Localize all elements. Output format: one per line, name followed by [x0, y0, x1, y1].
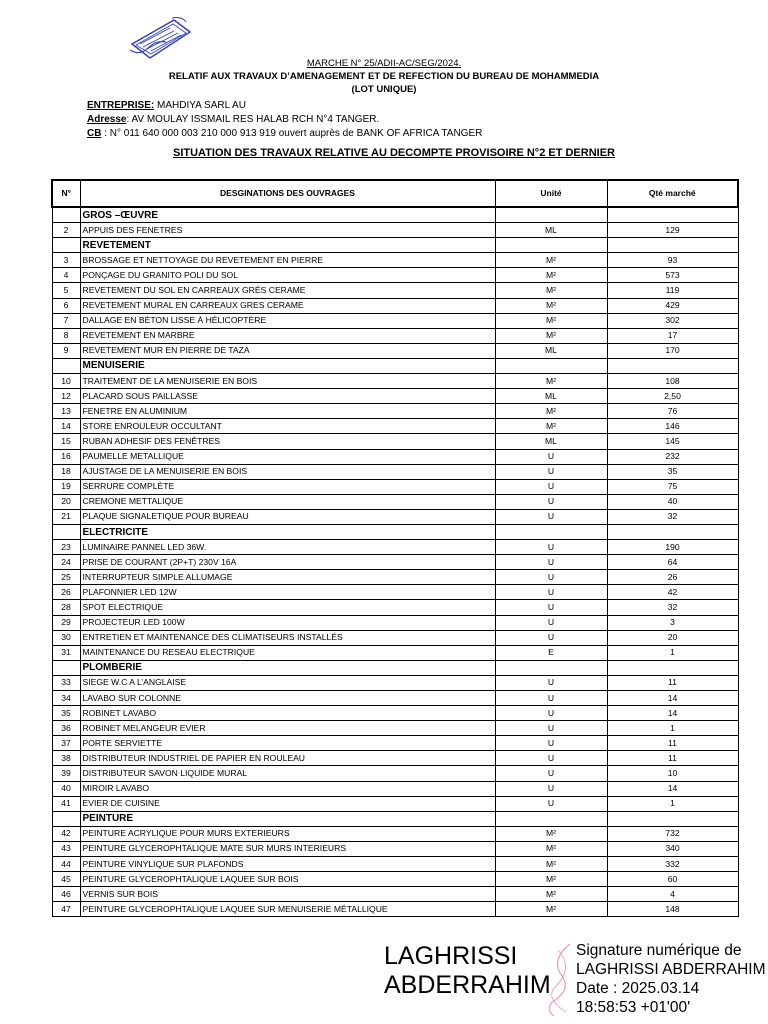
- cell-unit: M²: [495, 268, 607, 283]
- cell-number: 26: [52, 585, 80, 600]
- table-row: [52, 796, 738, 811]
- cell-unit: U: [495, 449, 607, 464]
- cell-quantity: 573: [607, 268, 738, 283]
- table-row: [52, 721, 738, 736]
- cell-designation: PONÇAGE DU GRANITO POLI DU SOL: [80, 268, 495, 283]
- cell-number: 23: [52, 540, 80, 555]
- cell-number: 29: [52, 615, 80, 630]
- cell-quantity: 11: [607, 736, 738, 751]
- table-row: [52, 902, 738, 917]
- cell-designation: SPOT ELECTRIQUE: [80, 600, 495, 615]
- table-row: [52, 434, 738, 449]
- cell-unit: U: [495, 691, 607, 706]
- cell-number: [52, 524, 80, 539]
- cell-designation: DALLAGE EN BÉTON LISSE À HÉLICOPTÈRE: [80, 313, 495, 328]
- cb-line: [87, 127, 482, 140]
- cell-designation: PLOMBERIE: [80, 660, 495, 675]
- cell-quantity: 64: [607, 555, 738, 570]
- cell-unit: U: [495, 570, 607, 585]
- cell-quantity: 40: [607, 494, 738, 509]
- section-row: [52, 660, 738, 675]
- cell-quantity: [607, 358, 738, 373]
- cell-quantity: 26: [607, 570, 738, 585]
- section-row: [52, 238, 738, 253]
- situation-title: SITUATION DES TRAVAUX RELATIVE AU DECOMPTE PROVISOIRE N°2 ET DERNIER: [173, 147, 615, 159]
- cell-unit: M²: [495, 902, 607, 917]
- table-row: [52, 570, 738, 585]
- cb-value: : N° 011 640 000 003 210 000 913 919 ouvert auprès de BANK OF AFRICA TANGER: [101, 128, 483, 139]
- table-row: [52, 600, 738, 615]
- cell-designation: STORE ENROULEUR OCCULTANT: [80, 419, 495, 434]
- cell-number: 34: [52, 691, 80, 706]
- cell-designation: ROBINET LAVABO: [80, 706, 495, 721]
- cell-unit: M²: [495, 283, 607, 298]
- cell-quantity: 4: [607, 887, 738, 902]
- table-row: [52, 404, 738, 419]
- cell-number: 40: [52, 781, 80, 796]
- table-row: [52, 268, 738, 283]
- table-row: [52, 343, 738, 358]
- table-row: [52, 298, 738, 313]
- cell-number: 25: [52, 570, 80, 585]
- cell-quantity: 232: [607, 449, 738, 464]
- table-row: [52, 751, 738, 766]
- cell-quantity: 60: [607, 872, 738, 887]
- cell-quantity: 332: [607, 857, 738, 872]
- cell-designation: PEINTURE GLYCEROPHTALIQUE LAQUEE SUR MENUISERIE MÉTALLIQUE: [80, 902, 495, 917]
- cell-designation: EVIER DE CUISINE: [80, 796, 495, 811]
- cell-quantity: 1: [607, 721, 738, 736]
- cell-unit: M²: [495, 826, 607, 841]
- cell-unit: U: [495, 796, 607, 811]
- cell-number: 30: [52, 630, 80, 645]
- cell-quantity: 20: [607, 630, 738, 645]
- cell-number: 10: [52, 374, 80, 389]
- cell-number: 15: [52, 434, 80, 449]
- cell-unit: U: [495, 721, 607, 736]
- cell-number: [52, 207, 80, 223]
- cell-number: 41: [52, 796, 80, 811]
- cell-unit: U: [495, 736, 607, 751]
- cell-number: 33: [52, 675, 80, 690]
- cell-quantity: [607, 524, 738, 539]
- cell-unit: U: [495, 615, 607, 630]
- cell-number: 18: [52, 464, 80, 479]
- cell-number: 45: [52, 872, 80, 887]
- section-row: [52, 207, 738, 223]
- table-header-row: [52, 180, 738, 207]
- table-row: [52, 766, 738, 781]
- signature-info-date: Date : 2025.03.14: [576, 980, 700, 997]
- table-row: [52, 630, 738, 645]
- cell-unit: ML: [495, 389, 607, 404]
- adresse-label: Adresse: [87, 114, 127, 125]
- section-row: [52, 358, 738, 373]
- table-row: [52, 389, 738, 404]
- cell-number: 36: [52, 721, 80, 736]
- cell-designation: DISTRIBUTEUR INDUSTRIEL DE PAPIER EN ROULEAU: [80, 751, 495, 766]
- cell-unit: U: [495, 585, 607, 600]
- cell-unit: U: [495, 600, 607, 615]
- cell-number: 38: [52, 751, 80, 766]
- cell-unit: M²: [495, 328, 607, 343]
- cell-designation: PRISE DE COURANT (2P+T) 230V 16A: [80, 555, 495, 570]
- cell-unit: U: [495, 781, 607, 796]
- table-body: [52, 207, 738, 917]
- table-row: [52, 449, 738, 464]
- cell-unit: U: [495, 540, 607, 555]
- signature-info-line2: LAGHRISSI ABDERRAHIM: [576, 961, 766, 978]
- cell-quantity: [607, 238, 738, 253]
- table-row: [52, 691, 738, 706]
- table-row: [52, 781, 738, 796]
- cell-quantity: 190: [607, 540, 738, 555]
- cell-quantity: 148: [607, 902, 738, 917]
- header-number: N°: [52, 180, 80, 207]
- cell-unit: [495, 811, 607, 826]
- cell-quantity: [607, 660, 738, 675]
- adresse-value: : AV MOULAY ISSMAIL RES HALAB RCH N°4 TANGER.: [126, 114, 380, 125]
- cell-number: 44: [52, 857, 80, 872]
- header-designation: DESGINATIONS DES OUVRAGES: [80, 180, 495, 207]
- cell-unit: ML: [495, 343, 607, 358]
- cell-quantity: 119: [607, 283, 738, 298]
- cell-quantity: 302: [607, 313, 738, 328]
- marche-number: MARCHE N° 25/ADII-AC/SEG/2024.: [306, 58, 462, 69]
- stamp-icon: [126, 14, 196, 62]
- cell-designation: ENTRETIEN ET MAINTENANCE DES CLIMATISEURS INSTALLÉS: [80, 630, 495, 645]
- section-row: [52, 811, 738, 826]
- cell-designation: PEINTURE GLYCEROPHTALIQUE LAQUEE SUR BOIS: [80, 872, 495, 887]
- cell-designation: PEINTURE: [80, 811, 495, 826]
- cell-unit: E: [495, 645, 607, 660]
- cell-unit: [495, 358, 607, 373]
- cell-unit: M²: [495, 374, 607, 389]
- cell-quantity: 11: [607, 675, 738, 690]
- cell-number: 31: [52, 645, 80, 660]
- table-row: [52, 509, 738, 524]
- cell-number: [52, 811, 80, 826]
- cell-number: 5: [52, 283, 80, 298]
- cell-number: 21: [52, 509, 80, 524]
- cell-unit: M²: [495, 887, 607, 902]
- cell-unit: U: [495, 509, 607, 524]
- cell-quantity: 170: [607, 343, 738, 358]
- cell-quantity: 32: [607, 509, 738, 524]
- cell-quantity: 14: [607, 706, 738, 721]
- signature-info-line1: Signature numérique de: [576, 942, 742, 959]
- header-unit: Unité: [495, 180, 607, 207]
- cell-designation: ROBINET MELANGEUR EVIER: [80, 721, 495, 736]
- cell-designation: LUMINAIRE PANNEL LED 36W.: [80, 540, 495, 555]
- cell-designation: RUBAN ADHESIF DES FENÊTRES: [80, 434, 495, 449]
- cell-designation: CREMONE METTALIQUE: [80, 494, 495, 509]
- cell-unit: U: [495, 494, 607, 509]
- cell-unit: ML: [495, 434, 607, 449]
- cell-designation: INTERRUPTEUR SIMPLE ALLUMAGE: [80, 570, 495, 585]
- table-row: [52, 223, 738, 238]
- cell-designation: REVETEMENT: [80, 238, 495, 253]
- cell-unit: U: [495, 751, 607, 766]
- cell-unit: U: [495, 464, 607, 479]
- cell-designation: VERNIS SUR BOIS: [80, 887, 495, 902]
- entreprise-label: ENTREPRISE:: [87, 100, 155, 111]
- cell-designation: MIROIR LAVABO: [80, 781, 495, 796]
- table-row: [52, 826, 738, 841]
- table-row: [52, 736, 738, 751]
- cell-number: 14: [52, 419, 80, 434]
- table-row: [52, 479, 738, 494]
- cell-quantity: 17: [607, 328, 738, 343]
- cell-designation: PLAFONNIER LED 12W: [80, 585, 495, 600]
- signature-scribble-icon: [540, 940, 580, 1020]
- cell-quantity: 1: [607, 796, 738, 811]
- cell-quantity: 340: [607, 841, 738, 856]
- cell-number: 39: [52, 766, 80, 781]
- cell-quantity: 35: [607, 464, 738, 479]
- cell-quantity: 429: [607, 298, 738, 313]
- cell-number: [52, 358, 80, 373]
- signature-info-time: 18:58:53 +01'00': [576, 999, 691, 1016]
- cell-number: 16: [52, 449, 80, 464]
- entreprise-line: [87, 99, 246, 112]
- cell-number: [52, 660, 80, 675]
- table-row: [52, 872, 738, 887]
- cell-unit: [495, 207, 607, 223]
- cell-designation: MENUISERIE: [80, 358, 495, 373]
- cell-number: 6: [52, 298, 80, 313]
- cell-unit: U: [495, 706, 607, 721]
- cell-number: 46: [52, 887, 80, 902]
- header-quantity: Qté marché: [607, 180, 738, 207]
- cell-designation: SIEGE W.C A L’ANGLAISE: [80, 675, 495, 690]
- cell-quantity: 14: [607, 781, 738, 796]
- cell-designation: PLACARD SOUS PAILLASSE: [80, 389, 495, 404]
- works-table: [51, 179, 739, 917]
- cell-designation: PROJECTEUR LED 100W: [80, 615, 495, 630]
- cell-quantity: 32: [607, 600, 738, 615]
- cell-quantity: 1: [607, 645, 738, 660]
- cell-designation: TRAITEMENT DE LA MENUISERIE EN BOIS: [80, 374, 495, 389]
- cell-designation: MAINTENANCE DU RESEAU ELECTRIQUE: [80, 645, 495, 660]
- cell-designation: BROSSAGE ET NETTOYAGE DU REVETEMENT EN PIERRE: [80, 253, 495, 268]
- table-row: [52, 555, 738, 570]
- cell-designation: PEINTURE GLYCEROPHTALIQUE MATE SUR MURS INTERIEURS: [80, 841, 495, 856]
- cell-quantity: [607, 811, 738, 826]
- cell-number: 37: [52, 736, 80, 751]
- cell-number: 19: [52, 479, 80, 494]
- cell-unit: M²: [495, 419, 607, 434]
- table-row: [52, 253, 738, 268]
- cell-unit: M²: [495, 313, 607, 328]
- table-row: [52, 464, 738, 479]
- cell-unit: U: [495, 479, 607, 494]
- cell-number: 3: [52, 253, 80, 268]
- cell-number: 4: [52, 268, 80, 283]
- cell-unit: M²: [495, 404, 607, 419]
- table-row: [52, 328, 738, 343]
- marche-subject: RELATIF AUX TRAVAUX D’AMENAGEMENT ET DE REFECTION DU BUREAU DE MOHAMMEDIA: [168, 71, 600, 82]
- cell-quantity: 14: [607, 691, 738, 706]
- cell-number: 35: [52, 706, 80, 721]
- cell-number: 9: [52, 343, 80, 358]
- lot-label: (LOT UNIQUE): [351, 84, 417, 95]
- cell-unit: U: [495, 555, 607, 570]
- cell-unit: M²: [495, 841, 607, 856]
- cell-number: 42: [52, 826, 80, 841]
- cell-quantity: 42: [607, 585, 738, 600]
- cell-designation: PEINTURE VINYLIQUE SUR PLAFONDS: [80, 857, 495, 872]
- table-row: [52, 585, 738, 600]
- cell-designation: SERRURE COMPLÈTE: [80, 479, 495, 494]
- cell-designation: REVETEMENT MURAL EN CARREAUX GRES CERAME: [80, 298, 495, 313]
- cell-designation: LAVABO SUR COLONNE: [80, 691, 495, 706]
- cell-designation: PEINTURE ACRYLIQUE POUR MURS EXTERIEURS: [80, 826, 495, 841]
- table-row: [52, 494, 738, 509]
- cell-number: 43: [52, 841, 80, 856]
- cell-unit: [495, 660, 607, 675]
- cell-quantity: 108: [607, 374, 738, 389]
- cell-number: 12: [52, 389, 80, 404]
- table-row: [52, 841, 738, 856]
- cell-quantity: 3: [607, 615, 738, 630]
- cell-designation: REVETEMENT MUR EN PIERRE DE TAZA: [80, 343, 495, 358]
- cell-designation: GROS –ŒUVRE: [80, 207, 495, 223]
- entreprise-value: MAHDIYA SARL AU: [154, 100, 246, 111]
- table-row: [52, 675, 738, 690]
- cell-unit: M²: [495, 857, 607, 872]
- cell-number: 7: [52, 313, 80, 328]
- cell-designation: PORTE SERVIETTE: [80, 736, 495, 751]
- section-row: [52, 524, 738, 539]
- cell-quantity: 146: [607, 419, 738, 434]
- cell-unit: U: [495, 630, 607, 645]
- signer-name: [384, 942, 551, 1000]
- cell-designation: APPUIS DES FENETRES: [80, 223, 495, 238]
- cell-unit: U: [495, 766, 607, 781]
- cell-designation: PLAQUE SIGNALETIQUE POUR BUREAU: [80, 509, 495, 524]
- cell-number: 47: [52, 902, 80, 917]
- table-row: [52, 645, 738, 660]
- cell-quantity: [607, 207, 738, 223]
- cell-unit: [495, 524, 607, 539]
- cell-quantity: 10: [607, 766, 738, 781]
- cell-quantity: 76: [607, 404, 738, 419]
- cell-unit: ML: [495, 223, 607, 238]
- cell-number: 28: [52, 600, 80, 615]
- cell-designation: AJUSTAGE DE LA MENUISERIE EN BOIS: [80, 464, 495, 479]
- table-row: [52, 283, 738, 298]
- cell-designation: REVETEMENT EN MARBRE: [80, 328, 495, 343]
- cell-quantity: 2,50: [607, 389, 738, 404]
- cell-number: 8: [52, 328, 80, 343]
- signer-name-line1: LAGHRISSI: [384, 942, 518, 970]
- cell-designation: ELECTRICITE: [80, 524, 495, 539]
- cell-quantity: 129: [607, 223, 738, 238]
- digital-signature-info: [576, 941, 766, 1017]
- table-row: [52, 706, 738, 721]
- cell-number: 2: [52, 223, 80, 238]
- table-row: [52, 615, 738, 630]
- cell-number: 20: [52, 494, 80, 509]
- cell-designation: PAUMELLE METALLIQUE: [80, 449, 495, 464]
- cell-designation: FENETRE EN ALUMINIUM: [80, 404, 495, 419]
- cell-number: 24: [52, 555, 80, 570]
- table-row: [52, 540, 738, 555]
- cell-unit: M²: [495, 298, 607, 313]
- cell-designation: DISTRIBUTEUR SAVON LIQUIDE MURAL: [80, 766, 495, 781]
- adresse-line: [87, 113, 379, 126]
- cell-unit: [495, 238, 607, 253]
- cell-number: [52, 238, 80, 253]
- signer-name-line2: ABDERRAHIM: [384, 971, 551, 999]
- table-row: [52, 857, 738, 872]
- cell-quantity: 93: [607, 253, 738, 268]
- cb-label: CB: [87, 128, 102, 139]
- cell-quantity: 75: [607, 479, 738, 494]
- table-row: [52, 887, 738, 902]
- table-row: [52, 419, 738, 434]
- cell-designation: REVETEMENT DU SOL EN CARREAUX GRÈS CERAME: [80, 283, 495, 298]
- cell-number: 13: [52, 404, 80, 419]
- table-row: [52, 313, 738, 328]
- cell-unit: M²: [495, 253, 607, 268]
- cell-unit: M²: [495, 872, 607, 887]
- table-row: [52, 374, 738, 389]
- cell-unit: U: [495, 675, 607, 690]
- cell-quantity: 145: [607, 434, 738, 449]
- cell-quantity: 732: [607, 826, 738, 841]
- cell-quantity: 11: [607, 751, 738, 766]
